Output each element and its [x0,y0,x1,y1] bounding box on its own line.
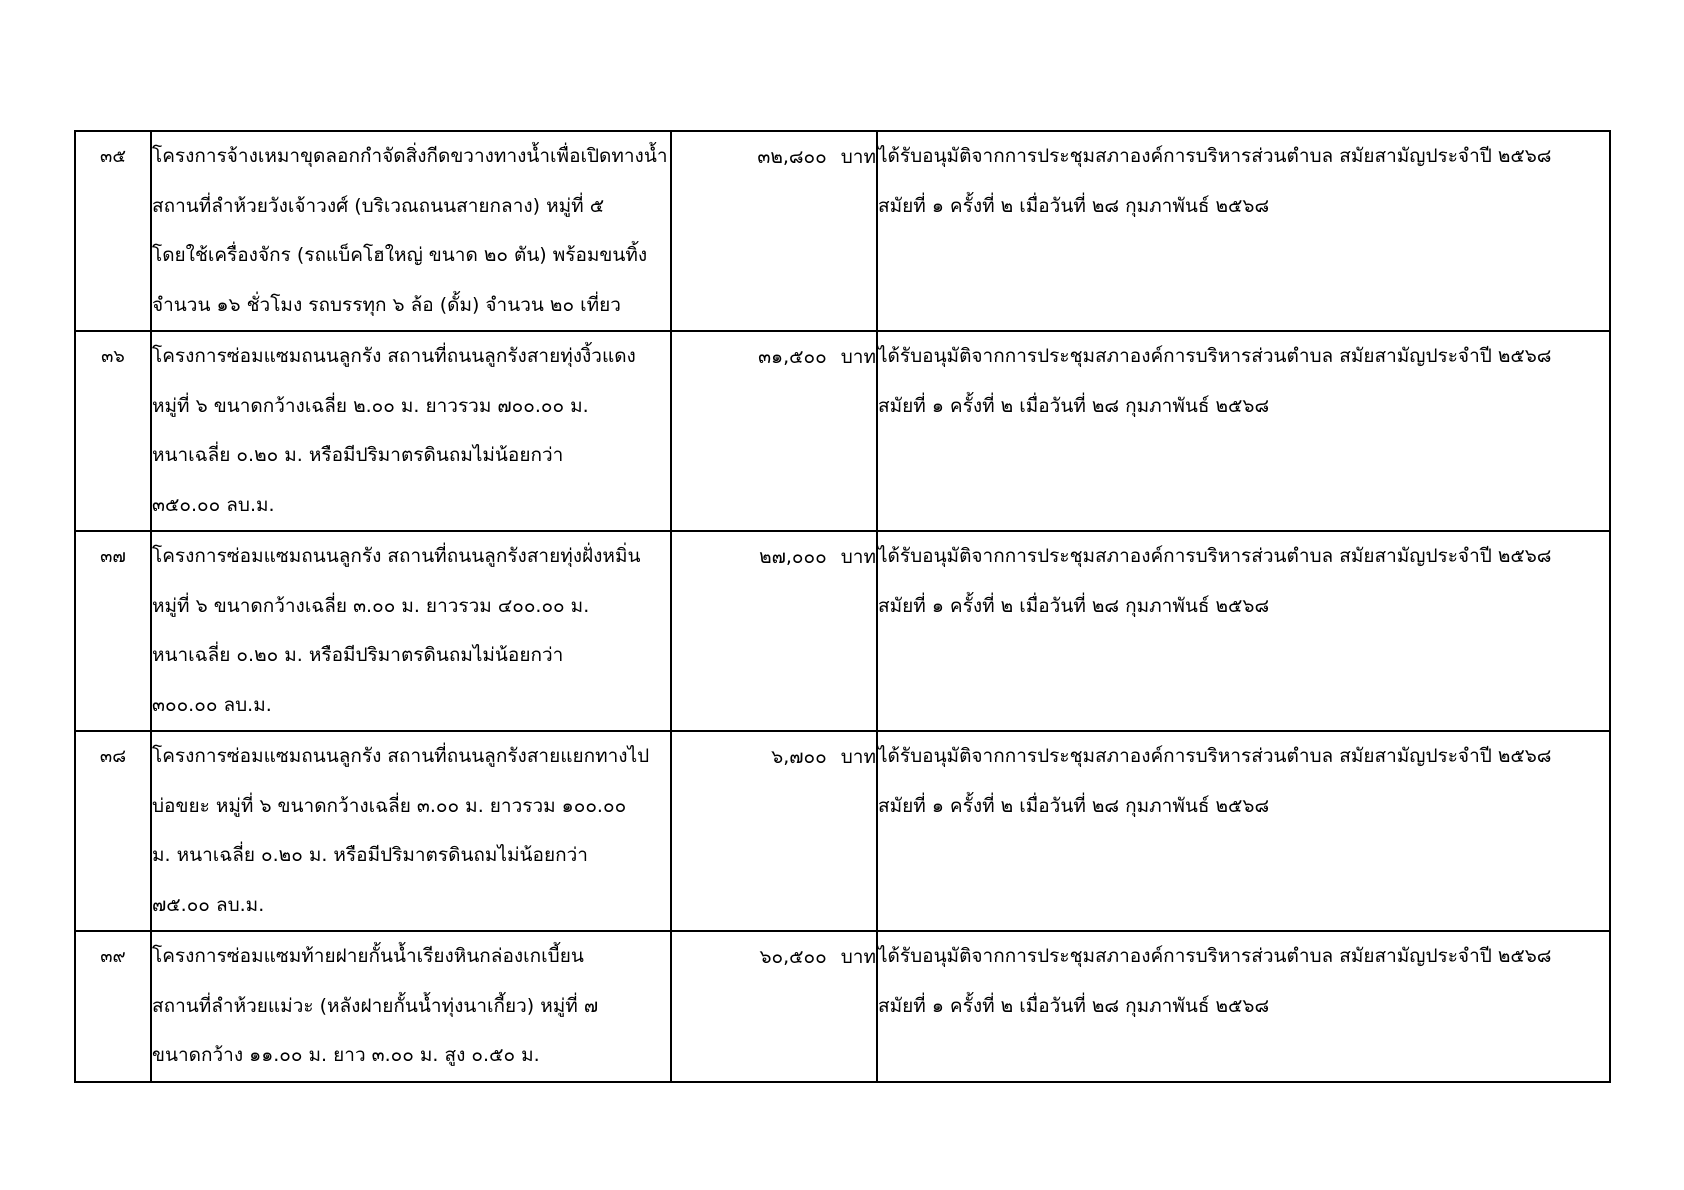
row-number: ๓๘ [75,731,151,931]
table-row [75,731,1610,931]
description-line: โดยใช้เครื่องจักร (รถแบ็คโฮใหญ่ ขนาด ๒๐ ตัน) พร้อมขนทิ้ง [152,244,648,266]
note-line: สมัยที่ ๑ ครั้งที่ ๒ เมื่อวันที่ ๒๘ กุมภาพันธ์ ๒๕๖๘ [878,994,1270,1017]
approval-note [877,531,1610,731]
amount-unit: บาท [840,746,876,768]
budget-amount [671,931,877,1082]
amount-value: ๓๒,๘๐๐ [757,146,827,168]
approval-note [877,331,1610,531]
project-table [74,130,1611,1083]
note-line: สมัยที่ ๑ ครั้งที่ ๒ เมื่อวันที่ ๒๘ กุมภาพันธ์ ๒๕๖๘ [878,194,1270,217]
description-line: โครงการซ่อมแซมท้ายฝายกั้นน้ำเรียงหินกล่องเกเบี้ยน [152,945,584,967]
amount-unit: บาท [840,146,876,168]
table-row [75,331,1610,531]
row-number: ๓๕ [75,131,151,331]
amount-unit: บาท [840,946,876,968]
description-line: สถานที่ลำห้วยวังเจ้าวงศ์ (บริเวณถนนสายกลาง) หมู่ที่ ๕ [152,194,605,217]
amount-value: ๖,๗๐๐ [771,746,827,768]
amount-value: ๖๐,๕๐๐ [759,946,827,968]
project-description [151,531,671,731]
note-line: สมัยที่ ๑ ครั้งที่ ๒ เมื่อวันที่ ๒๘ กุมภาพันธ์ ๒๕๖๘ [878,594,1270,617]
approval-note [877,731,1610,931]
table-row [75,931,1610,1082]
description-line: โครงการจ้างเหมาขุดลอกกำจัดสิ่งกีดขวางทางน้ำเพื่อเปิดทางน้ำ [152,145,668,167]
approval-note [877,931,1610,1082]
description-line: ขนาดกว้าง ๑๑.๐๐ ม. ยาว ๓.๐๐ ม. สูง ๐.๕๐ ม. [152,1044,540,1066]
note-line: ได้รับอนุมัติจากการประชุมสภาองค์การบริหารส่วนตำบล สมัยสามัญประจำปี ๒๕๖๘ [878,345,1552,367]
row-number: ๓๙ [75,931,151,1082]
description-line: ม. หนาเฉลี่ย ๐.๒๐ ม. หรือมีปริมาตรดินถมไม่น้อยกว่า [152,844,588,866]
description-line: หนาเฉลี่ย ๐.๒๐ ม. หรือมีปริมาตรดินถมไม่น้อยกว่า [152,644,564,666]
table-row [75,531,1610,731]
note-line: ได้รับอนุมัติจากการประชุมสภาองค์การบริหารส่วนตำบล สมัยสามัญประจำปี ๒๕๖๘ [878,945,1552,967]
approval-note [877,131,1610,331]
description-line: โครงการซ่อมแซมถนนลูกรัง สถานที่ถนนลูกรังสายทุ่งงิ้วแดง [152,345,636,367]
note-line: ได้รับอนุมัติจากการประชุมสภาองค์การบริหารส่วนตำบล สมัยสามัญประจำปี ๒๕๖๘ [878,745,1552,767]
description-line: โครงการซ่อมแซมถนนลูกรัง สถานที่ถนนลูกรังสายแยกทางไป [152,745,650,767]
project-description [151,731,671,931]
project-description [151,331,671,531]
description-line: โครงการซ่อมแซมถนนลูกรัง สถานที่ถนนลูกรังสายทุ่งฝั่งหมิ่น [152,545,641,567]
project-description [151,931,671,1082]
note-line: ได้รับอนุมัติจากการประชุมสภาองค์การบริหารส่วนตำบล สมัยสามัญประจำปี ๒๕๖๘ [878,545,1552,567]
note-line: สมัยที่ ๑ ครั้งที่ ๒ เมื่อวันที่ ๒๘ กุมภาพันธ์ ๒๕๖๘ [878,794,1270,817]
note-line: ได้รับอนุมัติจากการประชุมสภาองค์การบริหารส่วนตำบล สมัยสามัญประจำปี ๒๕๖๘ [878,145,1552,167]
description-line: หนาเฉลี่ย ๐.๒๐ ม. หรือมีปริมาตรดินถมไม่น้อยกว่า [152,444,564,466]
description-line: หมู่ที่ ๖ ขนาดกว้างเฉลี่ย ๓.๐๐ ม. ยาวรวม ๔๐๐.๐๐ ม. [152,594,590,617]
description-line: ๓๕๐.๐๐ ลบ.ม. [152,493,275,516]
description-line: ๗๕.๐๐ ลบ.ม. [152,893,265,916]
amount-unit: บาท [840,346,876,368]
description-line: สถานที่ลำห้วยแม่วะ (หลังฝายกั้นน้ำทุ่งนาเกี้ยว) หมู่ที่ ๗ [152,994,599,1017]
table-row [75,131,1610,331]
note-line: สมัยที่ ๑ ครั้งที่ ๒ เมื่อวันที่ ๒๘ กุมภาพันธ์ ๒๕๖๘ [878,394,1270,417]
budget-amount [671,131,877,331]
description-line: ๓๐๐.๐๐ ลบ.ม. [152,693,272,716]
amount-value: ๒๗,๐๐๐ [759,546,827,568]
description-line: บ่อขยะ หมู่ที่ ๖ ขนาดกว้างเฉลี่ย ๓.๐๐ ม. ยาวรวม ๑๐๐.๐๐ [152,794,627,817]
row-number: ๓๗ [75,531,151,731]
budget-amount [671,531,877,731]
budget-amount [671,331,877,531]
description-line: หมู่ที่ ๖ ขนาดกว้างเฉลี่ย ๒.๐๐ ม. ยาวรวม ๗๐๐.๐๐ ม. [152,394,589,417]
row-number: ๓๖ [75,331,151,531]
budget-amount [671,731,877,931]
amount-value: ๓๑,๕๐๐ [758,346,827,368]
project-description [151,131,671,331]
description-line: จำนวน ๑๖ ชั่วโมง รถบรรทุก ๖ ล้อ (ดั้ม) จำนวน ๒๐ เที่ยว [152,293,621,316]
amount-unit: บาท [840,546,876,568]
